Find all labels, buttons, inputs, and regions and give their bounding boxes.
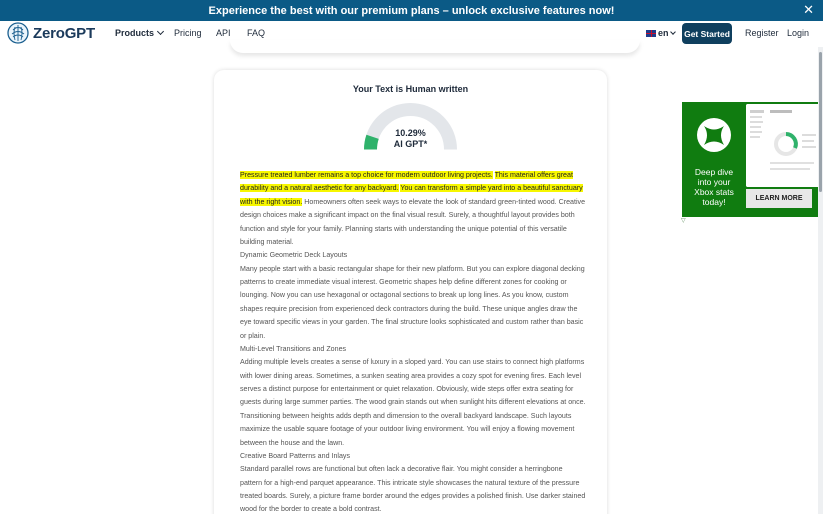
- close-icon[interactable]: ✕: [803, 2, 814, 17]
- ad-choices-icon[interactable]: ▽: [681, 218, 686, 224]
- nav-pricing[interactable]: Pricing: [174, 28, 202, 38]
- register-link[interactable]: Register: [745, 28, 779, 38]
- section-body: Adding multiple levels creates a sense of luxury in a sloped yard. You can use stairs to connect high platforms with lower dining areas. Sometimes, a sunken seating area provides a cozy spot for evening fires. Each level serves a distinct purpose for entertainment or quiet relaxation. Obviously, wide steps offer extra seating for guests during large summer parties. The wood grain stands out when sunlight hits different elevations at once. Transitioning between heights adds depth and dimension to the overall backyard landscape. Such layouts maximize the usable square footage of your outdoor living environment. You will enjoy a flowing movement between the house and the lawn.: [240, 358, 586, 447]
- logo-text: ZeroGPT: [33, 24, 95, 42]
- result-card: [214, 70, 607, 514]
- section-heading: Multi-Level Transitions and Zones: [240, 344, 347, 353]
- input-card-bottom: [230, 40, 640, 53]
- language-label: en: [658, 28, 669, 38]
- section-heading: Dynamic Geometric Deck Layouts: [240, 251, 348, 260]
- chevron-down-icon: [670, 29, 676, 35]
- promo-banner-text[interactable]: Experience the best with our premium plans – unlock exclusive features now!: [208, 4, 615, 17]
- stats-screenshot: [746, 104, 818, 187]
- highlighted-sentence: Pressure treated lumber remains a top choice for modern outdoor living projects.: [240, 171, 493, 179]
- xbox-logo-icon: [696, 117, 732, 153]
- nav-api[interactable]: API: [216, 28, 231, 38]
- highlighted-sentence: You can transform a simple yard into a beautiful sanctuary with the right vision.: [240, 184, 583, 206]
- brain-logo-icon: [7, 22, 29, 44]
- logo[interactable]: [7, 22, 95, 44]
- ai-gauge-label: AI GPT*: [393, 139, 428, 149]
- language-selector[interactable]: [646, 28, 675, 38]
- get-started-button[interactable]: Get Started: [682, 23, 732, 44]
- ai-percentage: 10.29%: [395, 128, 426, 138]
- highlighted-sentence: This material offers great durability and a natural aesthetic for any backyard.: [240, 171, 573, 193]
- login-link[interactable]: Login: [787, 28, 810, 38]
- section-body: Standard parallel rows are functional but often lack a decorative flair. You might consider a herringbone pattern for a high-end parquet appearance. This intricate style showcases the natural texture of the pressure treated boards. Surely, a picture frame border around the edges provides a polished finish. Use darker stained wood for the border to create a bold contrast.: [240, 465, 586, 514]
- scrollbar-thumb[interactable]: [819, 52, 822, 192]
- analyzed-text: [240, 169, 586, 514]
- result-title: Your Text is Human written: [352, 84, 469, 94]
- intro-text: Homeowners often seek ways to elevate the look of standard green-tinted wood. Creative design choices make a significant impact on the final visual result. Surely, a thoughtful layout provides both function and style for your family. Planning starts with understanding the unique potential of this versatile building material.: [240, 197, 586, 246]
- nav-products-label: Products: [115, 28, 155, 38]
- xbox-advertisement[interactable]: [682, 102, 818, 217]
- chevron-down-icon: [157, 28, 164, 35]
- promo-banner: [0, 0, 823, 21]
- uk-flag-icon: [646, 30, 656, 37]
- ad-text: Deep dive into your Xbox stats today!: [694, 167, 734, 207]
- nav-faq[interactable]: FAQ: [247, 28, 266, 38]
- section-body: Many people start with a basic rectangular shape for their new platform. But you can explore diagonal decking patterns to create immediate visual interest. Geometric shapes help define different zones for cooking or lounging. Now you can use hexagonal or octagonal sections to break up long lines. As you know, custom shapes require precision from experienced deck contractors during the build. These unique angles draw the eye toward specific views in your garden. The final structure looks sophisticated and custom rather than basic or plain.: [240, 264, 585, 340]
- nav-products[interactable]: [115, 28, 163, 38]
- learn-more-button[interactable]: LEARN MORE: [746, 189, 812, 208]
- section-heading: Creative Board Patterns and Inlays: [240, 451, 351, 460]
